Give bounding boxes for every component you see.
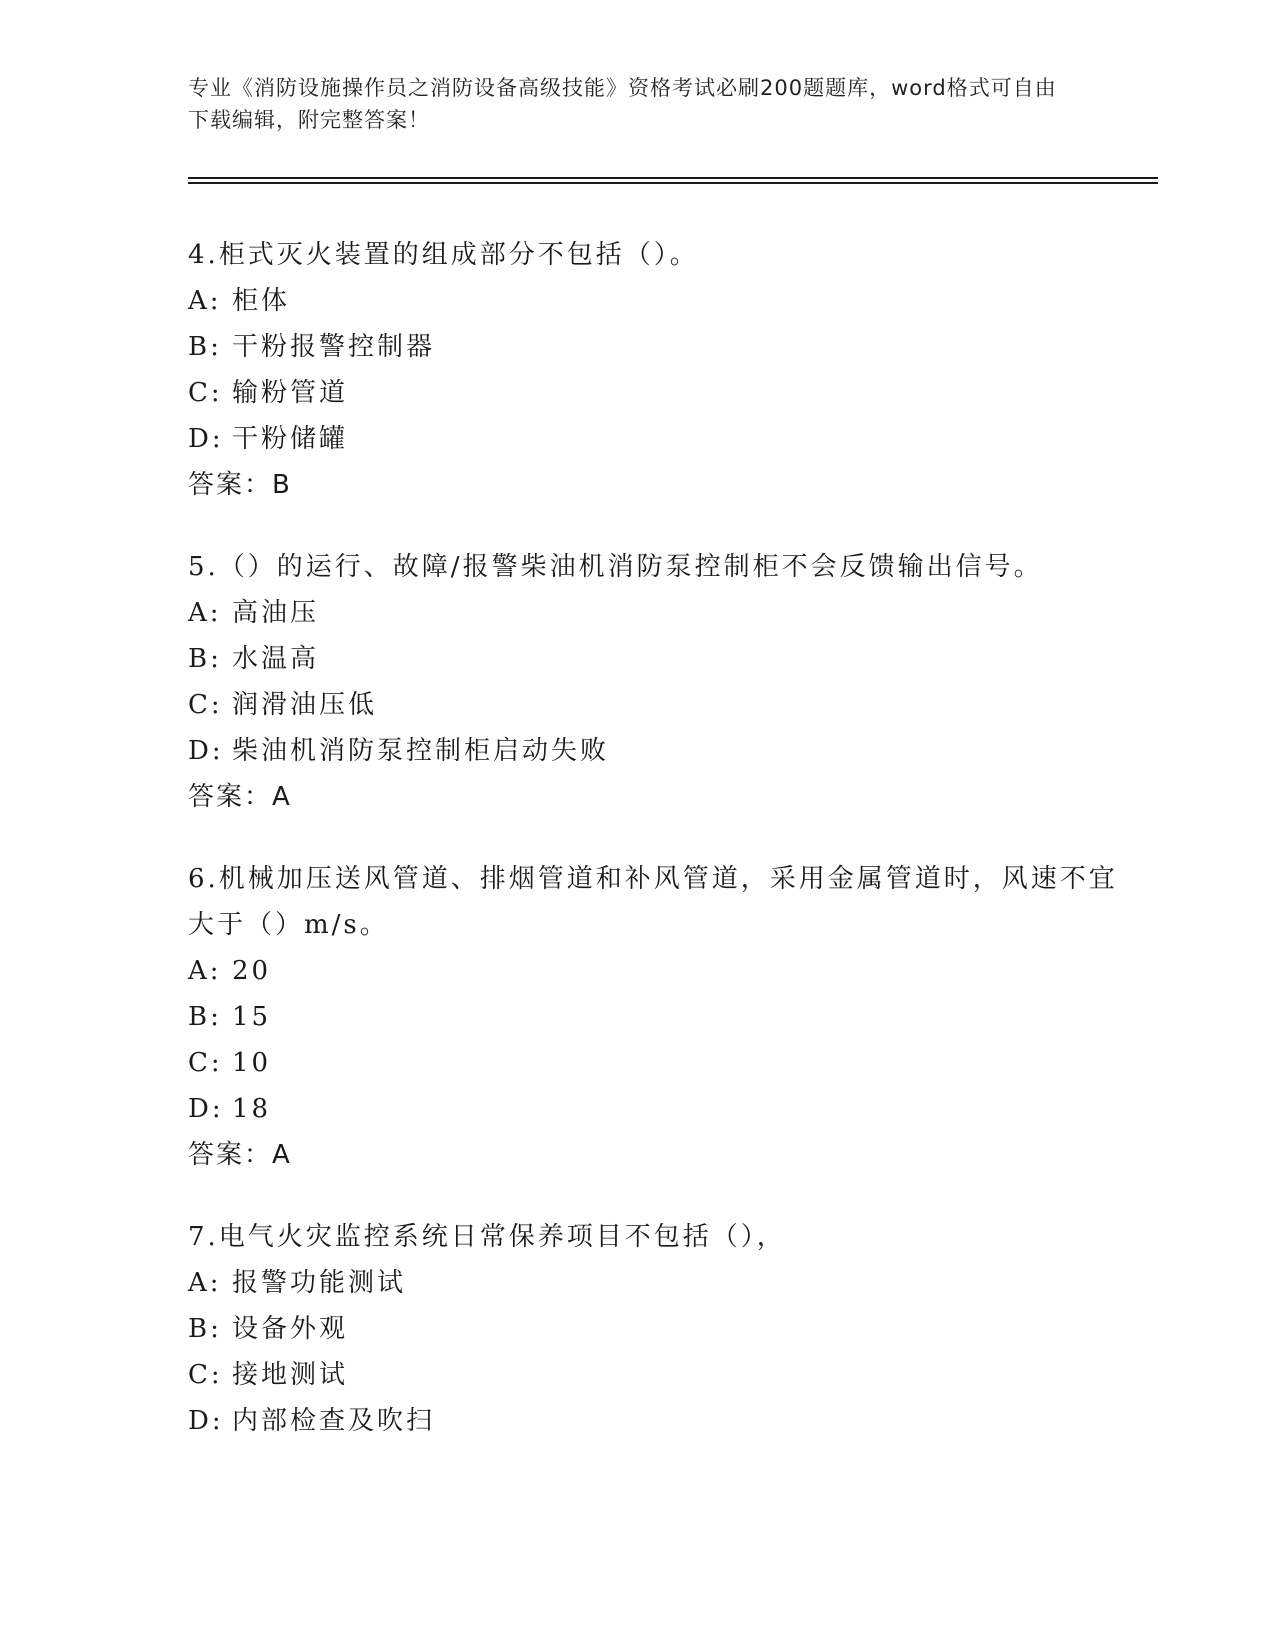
- option-text: 水温高: [232, 644, 320, 674]
- option-letter: D:: [188, 424, 224, 454]
- document-header: 专业《消防设施操作员之消防设备高级技能》资格考试必刷200题题库，word格式可自由下载编辑，附完整答案！: [188, 76, 1057, 132]
- option-b: [188, 1306, 1128, 1352]
- option-c: [188, 370, 1128, 416]
- option-letter: D:: [188, 736, 224, 766]
- option-a: [188, 1260, 1128, 1306]
- option-letter: D:: [188, 1094, 224, 1124]
- option-c: [188, 682, 1128, 728]
- answer-line: 答案：A: [188, 1140, 292, 1170]
- option-letter: A:: [188, 286, 222, 316]
- option-letter: C:: [188, 378, 223, 408]
- question-stem: 5.（）的运行、故障/报警柴油机消防泵控制柜不会反馈输出信号。: [188, 552, 1043, 582]
- option-d: [188, 1086, 1128, 1132]
- option-b: [188, 994, 1128, 1040]
- option-letter: D:: [188, 1406, 224, 1436]
- question-block: [188, 232, 1128, 508]
- option-text: 设备外观: [232, 1314, 349, 1344]
- option-text: 15: [232, 1002, 272, 1032]
- option-text: 干粉报警控制器: [232, 332, 436, 362]
- question-block: [188, 856, 1128, 1178]
- option-d: [188, 728, 1128, 774]
- option-text: 接地测试: [232, 1360, 349, 1390]
- option-text: 柴油机消防泵控制柜启动失败: [232, 736, 610, 766]
- option-a: [188, 948, 1128, 994]
- option-text: 输粉管道: [232, 378, 349, 408]
- option-letter: C:: [188, 690, 223, 720]
- option-text: 10: [232, 1048, 272, 1078]
- question-stem: 7.电气火灾监控系统日常保养项目不包括（），: [188, 1222, 786, 1252]
- option-d: [188, 416, 1128, 462]
- option-a: [188, 278, 1128, 324]
- question-stem: 6.机械加压送风管道、排烟管道和补风管道，采用金属管道时，风速不宜大于（）m/s。: [188, 864, 1118, 940]
- option-text: 干粉储罐: [232, 424, 349, 454]
- question-stem: 4.柜式灭火装置的组成部分不包括（）。: [188, 240, 699, 270]
- header-divider-top: [188, 177, 1158, 179]
- option-letter: B:: [188, 644, 222, 674]
- option-letter: C:: [188, 1360, 223, 1390]
- answer-line: 答案：B: [188, 470, 292, 500]
- question-block: [188, 1214, 1128, 1444]
- option-text: 18: [232, 1094, 272, 1124]
- question-list: [188, 232, 1128, 1480]
- option-text: 报警功能测试: [232, 1268, 407, 1298]
- header-divider-bottom: [188, 182, 1158, 184]
- option-letter: B:: [188, 1314, 222, 1344]
- option-text: 润滑油压低: [232, 690, 378, 720]
- option-text: 柜体: [232, 286, 291, 316]
- option-b: [188, 636, 1128, 682]
- answer-line: 答案：A: [188, 782, 292, 812]
- option-letter: B:: [188, 332, 222, 362]
- option-letter: A:: [188, 956, 222, 986]
- option-text: 内部检查及吹扫: [232, 1406, 436, 1436]
- option-text: 高油压: [232, 598, 320, 628]
- option-letter: B:: [188, 1002, 222, 1032]
- option-a: [188, 590, 1128, 636]
- option-letter: A:: [188, 1268, 222, 1298]
- option-c: [188, 1352, 1128, 1398]
- option-text: 20: [232, 956, 272, 986]
- question-block: [188, 544, 1128, 820]
- option-letter: A:: [188, 598, 222, 628]
- option-letter: C:: [188, 1048, 223, 1078]
- option-c: [188, 1040, 1128, 1086]
- option-d: [188, 1398, 1128, 1444]
- option-b: [188, 324, 1128, 370]
